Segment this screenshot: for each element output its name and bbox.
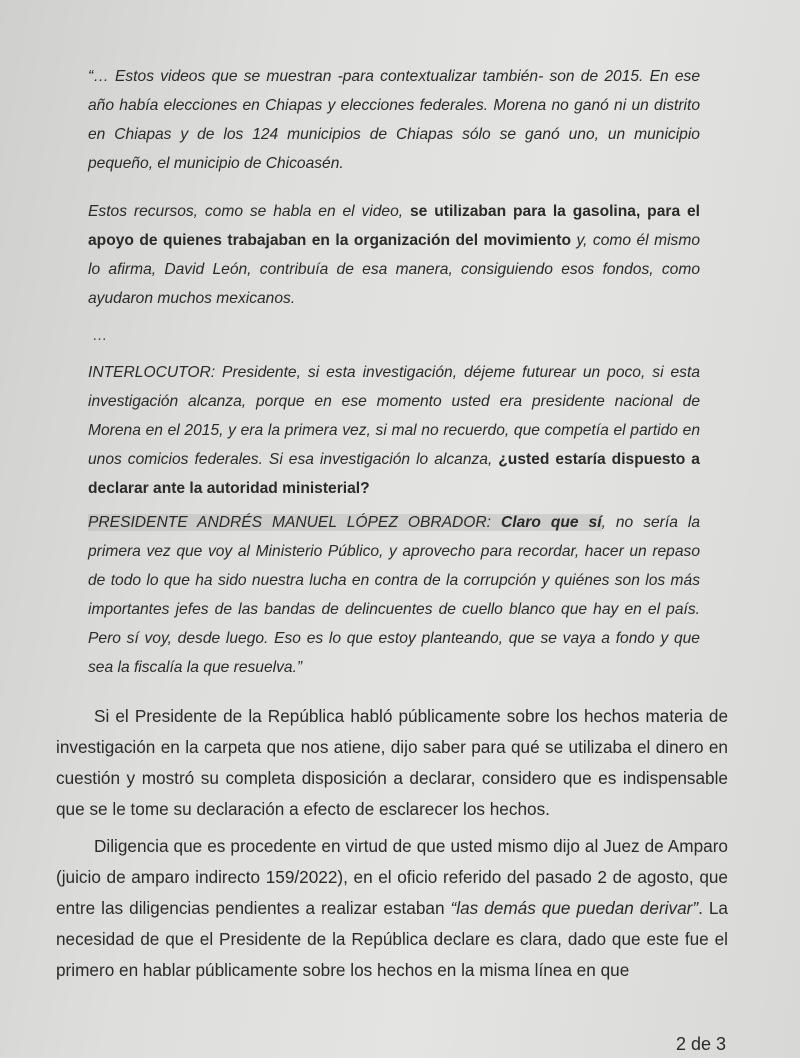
body-text-2b: . La necesidad de que el Presidente de la República declare es clara, dado que este fue el primero en hablar públicamente sobre los hechos en la misma línea en que (56, 898, 728, 980)
interlocutor-text: INTERLOCUTOR: Presidente, si esta investigación, déjeme futurear un poco, si esta investigación alcanza, porque en ese momento usted era presidente nacional de Morena en el 2015, y era la primera vez, si mal no recuerdo, que competía el partido en unos comicios federales. Si esa investigación lo alcanza, (88, 364, 700, 468)
omission-ellipsis: … (92, 327, 107, 344)
body-paragraph-2 (56, 831, 728, 986)
president-speaker-label: PRESIDENTE ANDRÉS MANUEL LÓPEZ OBRADOR: (88, 514, 501, 531)
president-answer-text: , no sería la primera vez que voy al Ministerio Público, y aprovecho para recordar, hacer un repaso de todo lo que ha sido nuestra lucha en contra de la corrupción y quiénes son los más importantes jefes de las bandas de delincuentes de cuello blanco que hay en el país. Pero sí voy, desde luego. Eso es lo que estoy planteando, que se vaya a fondo y que sea la fiscalía la que resuelva.” (88, 514, 700, 676)
body-paragraph-1 (56, 701, 728, 825)
president-answer-bold: Claro que sí (501, 514, 602, 531)
quote-paragraph-2 (88, 197, 700, 313)
interlocutor-question-bold: ¿usted estaría dispuesto a declarar ante la autoridad ministerial? (88, 451, 700, 497)
quote-paragraph-3 (88, 358, 700, 503)
quote-text-2a: Estos recursos, como se habla en el video, (88, 203, 410, 220)
quote-text-2-bold: se utilizaban para la gasolina, para el apoyo de quienes trabajaban en la organización del movimiento (88, 203, 700, 249)
body-text-2-italic: “las demás que puedan derivar” (450, 898, 699, 918)
quote-text-2b: y, como él mismo lo afirma, David León, contribuía de esa manera, consiguiendo esos fondos, como ayudaron muchos mexicanos. (88, 232, 701, 307)
quote-paragraph-1 (88, 62, 700, 178)
page-number: 2 de 3 (676, 1034, 727, 1054)
quote-paragraph-4 (88, 508, 700, 682)
body-text-2a: Diligencia que es procedente en virtud de que usted mismo dijo al Juez de Amparo (juicio de amparo indirecto 159/2022), en el oficio referido del pasado 2 de agosto, que entre las diligencias pendientes a realizar estaban (56, 836, 728, 918)
body-text-1: Si el Presidente de la República habló públicamente sobre los hechos materia de investigación en la carpeta que nos atiene, dijo saber para qué se utilizaba el dinero en cuestión y mostró su completa disposición a declarar, considero que es indispensable que se le tome su declaración a efecto de esclarecer los hechos. (56, 706, 728, 819)
quote-text-1: “… Estos videos que se muestran -para contextualizar también- son de 2015. En ese año había elecciones en Chiapas y elecciones federales. Morena no ganó ni un distrito en Chiapas y de los 124 municipios de Chiapas sólo se ganó uno, un municipio pequeño, el municipio de Chicoasén. (88, 68, 700, 172)
